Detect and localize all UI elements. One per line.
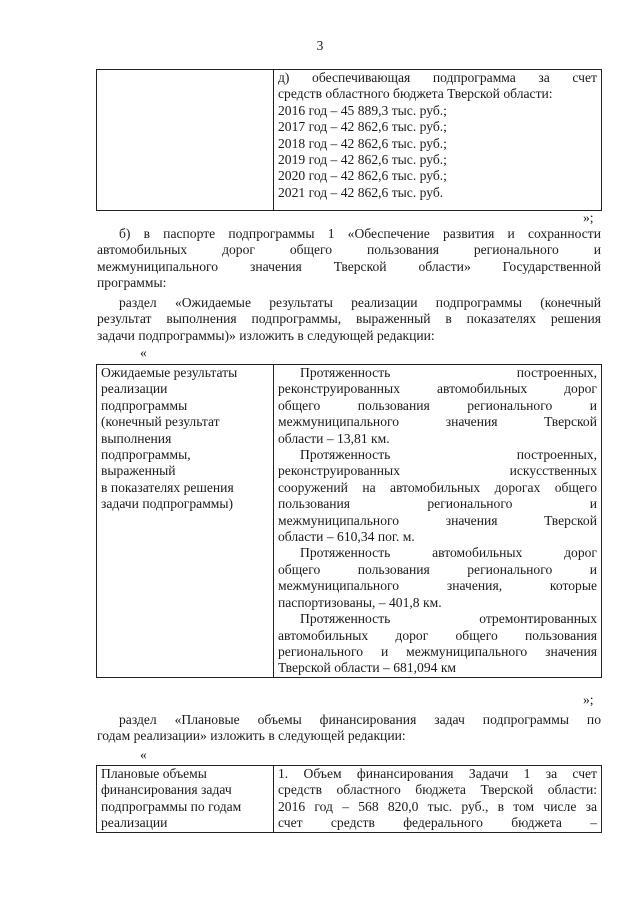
label-line: реализации: [101, 381, 168, 397]
label-line: подпрограммы,: [101, 447, 191, 463]
table1-left-cell: [97, 70, 274, 211]
indicator-paragraph: [278, 611, 597, 677]
planned-financing-label-cell: [97, 766, 274, 833]
indicator-line: Протяженность построенных,: [300, 365, 597, 380]
label-line: подпрограммы по годам: [101, 798, 242, 814]
table1-line: 2021 год – 42 862,6 тыс. руб.: [278, 184, 444, 200]
indicator-line: межмуниципального значения, которые: [278, 578, 597, 594]
label-line: выраженный: [101, 463, 176, 479]
paragraph-line: межмуниципального значения Тверской области» Государственной: [97, 258, 601, 274]
indicator-line: Протяженность отремонтированных: [300, 611, 597, 627]
label-line: (конечный результат: [101, 414, 220, 430]
label-line: в показателях решения: [101, 479, 234, 495]
indicator-line: реконструированных искусственных: [278, 463, 597, 479]
scan-artifact: [200, 6, 260, 10]
table1-line: 2017 год – 42 862,6 тыс. руб.;: [278, 119, 447, 135]
label-line: подпрограммы: [101, 397, 188, 413]
expected-results-value-cell: [274, 365, 602, 678]
indicator-line: реконструированных автомобильных дорог: [278, 381, 597, 397]
indicator-paragraph: [278, 545, 597, 611]
paragraph-line: б) в паспорте подпрограммы 1 «Обеспечение развития и сохранности: [119, 226, 601, 241]
expected-results-table: [96, 364, 602, 678]
indicator-line: Протяженность автомобильных дорог: [300, 545, 597, 561]
closing-quote: »;: [583, 692, 594, 707]
label-line: Плановые объемы: [101, 766, 207, 781]
paragraph-line: раздел «Ожидаемые результаты реализации подпрограммы (конечный: [119, 295, 601, 310]
indicator-line: межмуниципального значения Тверской: [278, 512, 597, 528]
table1-line: 2016 год – 45 889,3 тыс. руб.;: [278, 102, 447, 118]
page-number: 3: [316, 38, 324, 53]
paragraph-b: [97, 226, 601, 292]
table1-right-cell: [274, 70, 602, 211]
table1-line: средств областного бюджета Тверской области:: [278, 86, 553, 102]
table1-line: д) обеспечивающая подпрограмма за счет: [278, 70, 597, 85]
financing-line: 2016 год – 568 820,0 тыс. руб., в том числе за: [278, 798, 597, 814]
indicator-line: пользования регионального и: [278, 496, 597, 512]
financing-line: счет средств федерального бюджета –: [278, 815, 597, 831]
label-line: выполнения: [101, 430, 172, 446]
indicator-line: межмуниципального значения Тверской: [278, 414, 597, 430]
financing-line: 1. Объем финансирования Задачи 1 за счет: [278, 766, 597, 781]
indicator-line: паспортизованы, – 401,8 км.: [278, 594, 442, 610]
paragraph-line: программы:: [97, 275, 167, 291]
label-line: задачи подпрограммы): [101, 496, 234, 512]
label-line: финансирования задач: [101, 782, 232, 798]
paragraph-line: раздел «Плановые объемы финансирования задач подпрограммы по: [119, 712, 601, 727]
indicator-line: сооружений на автомобильных дорогах общего: [278, 479, 597, 495]
paragraph-section-expected-results: [97, 295, 601, 344]
financing-table-continuation: [96, 69, 602, 211]
closing-quote: »;: [583, 210, 594, 225]
indicator-paragraph: [278, 447, 597, 545]
indicator-line: области – 610,34 пог. м.: [278, 529, 415, 545]
table1-line: 2019 год – 42 862,6 тыс. руб.;: [278, 152, 447, 168]
table1-line: 2018 год – 42 862,6 тыс. руб.;: [278, 135, 447, 151]
opening-quote: «: [140, 747, 147, 762]
label-line: реализации: [101, 815, 168, 831]
table1-line: 2020 год – 42 862,6 тыс. руб.;: [278, 168, 447, 184]
paragraph-line: годам реализации» изложить в следующей редакции:: [97, 728, 406, 744]
paragraph-line: автомобильных дорог общего пользования регионального и: [97, 242, 601, 258]
indicator-paragraph: [278, 365, 597, 447]
paragraph-line: результат выполнения подпрограммы, выраженный в показателях решения: [97, 311, 601, 327]
indicator-line: регионального и межмуниципального значения: [278, 643, 597, 659]
financing-line: средств областного бюджета Тверской области:: [278, 782, 597, 798]
indicator-line: Тверской области – 681,094 км: [278, 660, 457, 676]
planned-financing-value-cell: [274, 766, 602, 833]
indicator-line: общего пользования регионального и: [278, 561, 597, 577]
expected-results-label-cell: [97, 365, 274, 678]
paragraph-section-financing: [97, 712, 601, 745]
indicator-line: области – 13,81 км.: [278, 430, 390, 446]
opening-quote: «: [140, 345, 147, 360]
indicator-line: автомобильных дорог общего пользования: [278, 627, 597, 643]
paragraph-line: задачи подпрограммы)» изложить в следующей редакции:: [97, 327, 435, 343]
label-line: Ожидаемые результаты: [101, 365, 238, 380]
planned-financing-table: [96, 765, 602, 833]
indicator-line: Протяженность построенных,: [300, 447, 597, 463]
indicator-line: общего пользования регионального и: [278, 397, 597, 413]
